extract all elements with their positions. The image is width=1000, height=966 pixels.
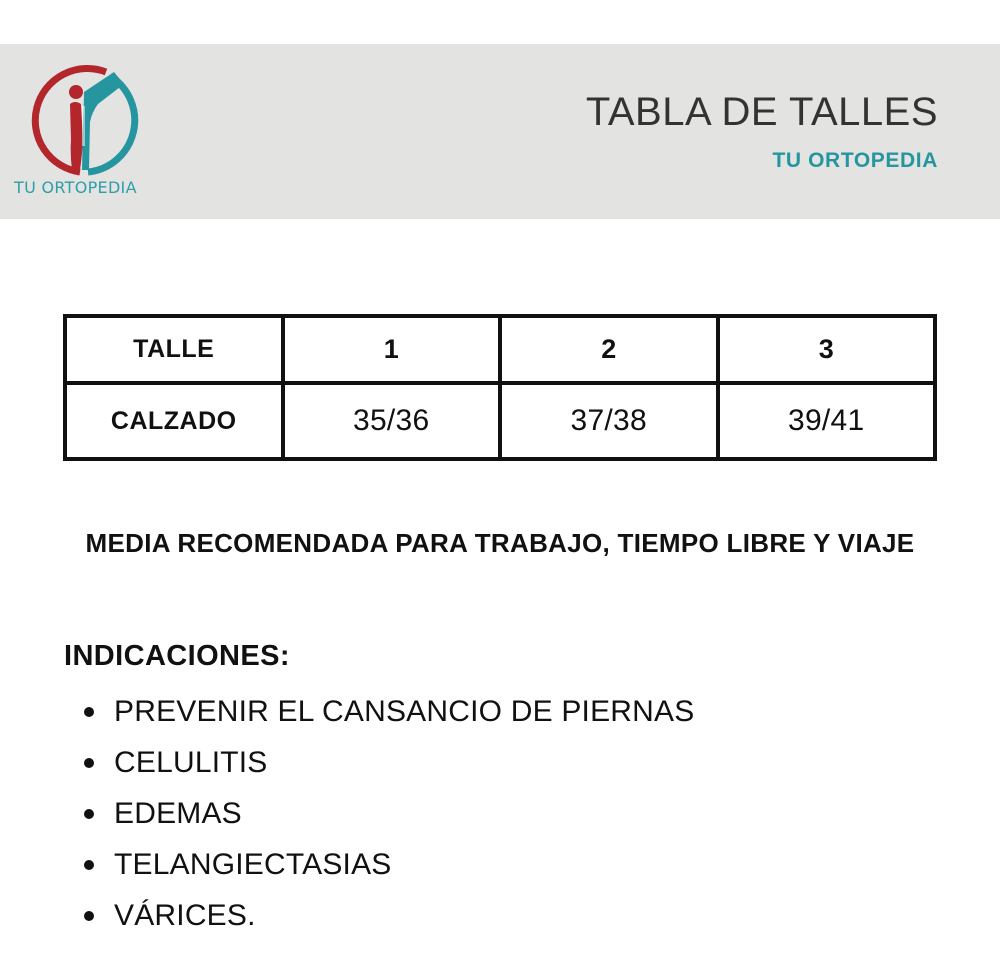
page-subtitle: TU ORTOPEDIA bbox=[772, 149, 938, 172]
indications-heading: INDICACIONES: bbox=[64, 640, 290, 672]
table-row bbox=[65, 383, 935, 459]
page-title: TABLA DE TALLES bbox=[585, 90, 938, 134]
row-label-talle: TALLE bbox=[65, 316, 283, 383]
list-item bbox=[84, 686, 694, 737]
shoe-size-cell: 39/41 bbox=[718, 383, 936, 459]
row-label-calzado: CALZADO bbox=[65, 383, 283, 459]
bullet-icon bbox=[84, 707, 94, 717]
list-item bbox=[84, 737, 694, 788]
size-table bbox=[63, 314, 937, 461]
orthopedic-leg-logo-icon bbox=[28, 62, 144, 178]
list-item-text: EDEMAS bbox=[114, 796, 242, 830]
list-item-text: TELANGIECTASIAS bbox=[114, 847, 392, 881]
list-item bbox=[84, 788, 694, 839]
bullet-icon bbox=[84, 911, 94, 921]
shoe-size-cell: 35/36 bbox=[283, 383, 501, 459]
logo-wordmark: TU ORTOPEDIA bbox=[14, 178, 137, 197]
size-cell: 1 bbox=[283, 316, 501, 383]
size-cell: 3 bbox=[718, 316, 936, 383]
table-row bbox=[65, 316, 935, 383]
list-item-text: VÁRICES. bbox=[114, 898, 256, 932]
size-cell: 2 bbox=[500, 316, 718, 383]
bullet-icon bbox=[84, 809, 94, 819]
list-item-text: CELULITIS bbox=[114, 745, 268, 779]
recommendation-text: MEDIA RECOMENDADA PARA TRABAJO, TIEMPO LIBRE Y VIAJE bbox=[85, 528, 915, 558]
indications-list bbox=[84, 686, 694, 941]
bullet-icon bbox=[84, 758, 94, 768]
header-banner bbox=[0, 44, 1000, 219]
shoe-size-cell: 37/38 bbox=[500, 383, 718, 459]
list-item bbox=[84, 839, 694, 890]
list-item bbox=[84, 890, 694, 941]
brand-logo bbox=[14, 58, 159, 203]
bullet-icon bbox=[84, 860, 94, 870]
list-item-text: PREVENIR EL CANSANCIO DE PIERNAS bbox=[114, 694, 695, 728]
